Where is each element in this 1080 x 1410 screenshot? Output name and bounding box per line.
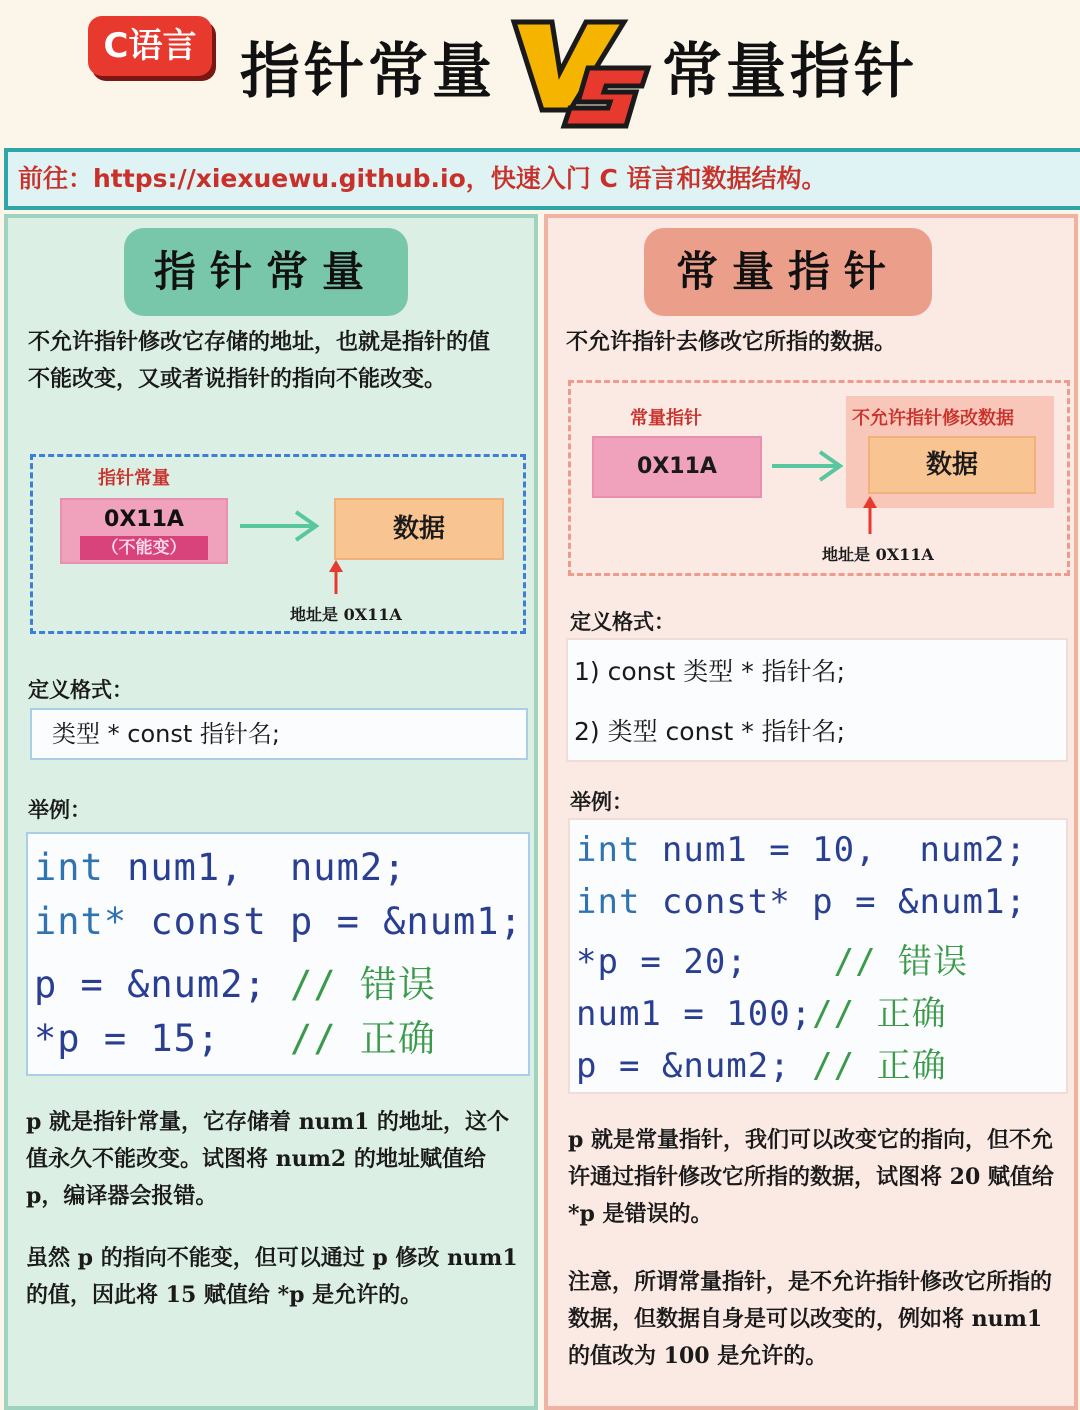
language-tag: C语言 <box>88 16 212 76</box>
title-pointer-constant: 指针常量 <box>240 37 496 107</box>
code-line: int num1 = 10, num2; <box>576 830 1027 870</box>
arrow-icon <box>770 448 846 484</box>
explanation-2: 虽然 p 的指向不能变，但可以通过 p 修改 num1 的值，因此将 15 赋值给 *p 是允许的。 <box>26 1245 518 1308</box>
pointer-value: 0X11A <box>104 507 184 532</box>
forbid-label: 不允许指针修改数据 <box>852 408 1014 429</box>
description: 不允许指针去修改它所指的数据。 <box>566 329 897 355</box>
arrow-icon <box>238 508 322 544</box>
code-line: p = &num2; // 正确 <box>576 1046 947 1086</box>
code-line: int num1, num2; <box>34 846 407 889</box>
example-label: 举例： <box>28 797 91 822</box>
format-line-2: 2) 类型 const * 指针名; <box>574 717 846 746</box>
code-line: p = &num2; // 错误 <box>34 963 436 1006</box>
example-label: 举例： <box>570 789 633 814</box>
pointer-box <box>60 498 228 564</box>
up-arrow-icon <box>326 560 346 596</box>
code-line: int const* p = &num1; <box>576 882 1027 922</box>
panel-title: 指针常量 <box>124 228 408 316</box>
data-box: 数据 <box>868 436 1036 494</box>
pointer-label: 常量指针 <box>630 408 702 429</box>
address-note: 地址是 0X11A <box>290 605 402 624</box>
format-label: 定义格式： <box>570 609 675 634</box>
code-line: *p = 15; // 正确 <box>34 1017 436 1060</box>
panel-title: 常量指针 <box>644 228 932 316</box>
pointer-constant-panel <box>4 214 538 1410</box>
code-line: num1 = 100;// 正确 <box>576 994 947 1034</box>
explanation-1: p 就是常量指针，我们可以改变它的指向，但不允许通过指针修改它所指的数据，试图将 20 赋值给 *p 是错误的。 <box>568 1127 1054 1227</box>
website-banner[interactable]: 前往：https://xiexuewu.github.io，快速入门 C 语言和数据结构。 <box>4 148 1080 210</box>
format-box: 类型 * const 指针名; <box>30 708 528 760</box>
code-block <box>568 818 1068 1094</box>
explanation-1: p 就是指针常量，它存储着 num1 的地址，这个值永久不能改变。试图将 num2 的地址赋值给 p，编译器会报错。 <box>26 1109 509 1209</box>
format-box <box>566 638 1068 762</box>
title-constant-pointer: 常量指针 <box>662 37 918 107</box>
data-box: 数据 <box>334 498 504 560</box>
code-line: *p = 20; // 错误 <box>576 942 969 982</box>
pointer-label: 指针常量 <box>98 468 170 489</box>
vs-logo <box>508 14 654 132</box>
format-label: 定义格式： <box>28 677 133 702</box>
pointer-box: 0X11A <box>592 436 762 498</box>
code-line: int* const p = &num1; <box>34 900 523 943</box>
description: 不允许指针修改它存储的地址，也就是指针的值不能改变，又或者说指针的指向不能改变。 <box>28 329 491 392</box>
constant-pointer-panel <box>544 214 1078 1410</box>
format-line-1: 1) const 类型 * 指针名; <box>574 657 846 686</box>
explanation-2: 注意，所谓常量指针，是不允许指针修改它所指的数据，但数据自身是可以改变的，例如将 num1 的值改为 100 是允许的。 <box>568 1269 1053 1369</box>
up-arrow-icon <box>860 496 880 536</box>
code-block <box>26 832 530 1076</box>
cannot-change-badge: （不能变） <box>80 536 208 560</box>
address-note: 地址是 0X11A <box>822 545 934 564</box>
